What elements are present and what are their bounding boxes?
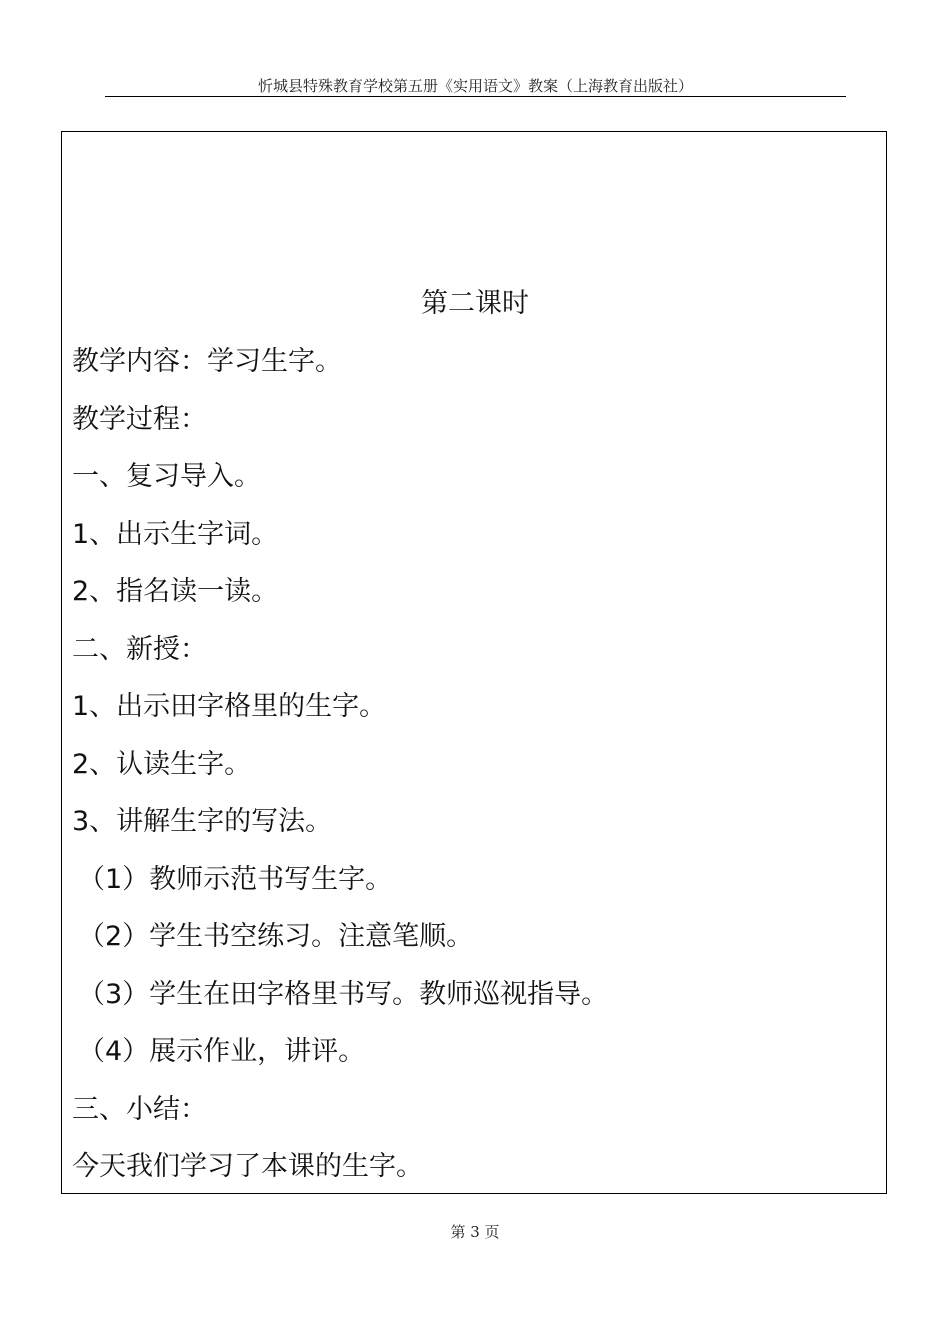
lesson-line: （2）学生书空练习。注意笔顺。: [78, 921, 474, 952]
lesson-title: 第二课时: [421, 288, 529, 319]
page-number: 第 3 页: [450, 1223, 500, 1241]
lesson-line: 今天我们学习了本课的生字。: [72, 1151, 423, 1182]
lesson-line: 二、新授：: [72, 633, 207, 665]
lesson-line: 2、指名读一读。: [72, 576, 279, 607]
lesson-line: 教学内容：学习生字。: [72, 346, 342, 377]
lesson-lines: [72, 340, 608, 1203]
lesson-line: 1、出示田字格里的生字。: [72, 691, 387, 722]
lesson-line: （1）教师示范书写生字。: [78, 863, 393, 895]
lesson-line: 一、复习导入。: [72, 461, 261, 492]
lesson-line: 2、认读生字。: [72, 748, 252, 780]
lesson-line: 教学过程：: [72, 403, 207, 435]
lesson-line: （4）展示作业，讲评。: [78, 1036, 366, 1067]
lesson-line: 三、小结：: [72, 1093, 207, 1125]
lesson-line: 3、讲解生字的写法。: [72, 806, 333, 837]
lesson-line: 1、出示生字词。: [72, 518, 279, 550]
lesson-line: （3）学生在田字格里书写。教师巡视指导。: [78, 978, 609, 1010]
page-header: 忻城县特殊教育学校第五册《实用语文》教案（上海教育出版社）: [257, 77, 693, 95]
header-rule: [105, 96, 846, 97]
